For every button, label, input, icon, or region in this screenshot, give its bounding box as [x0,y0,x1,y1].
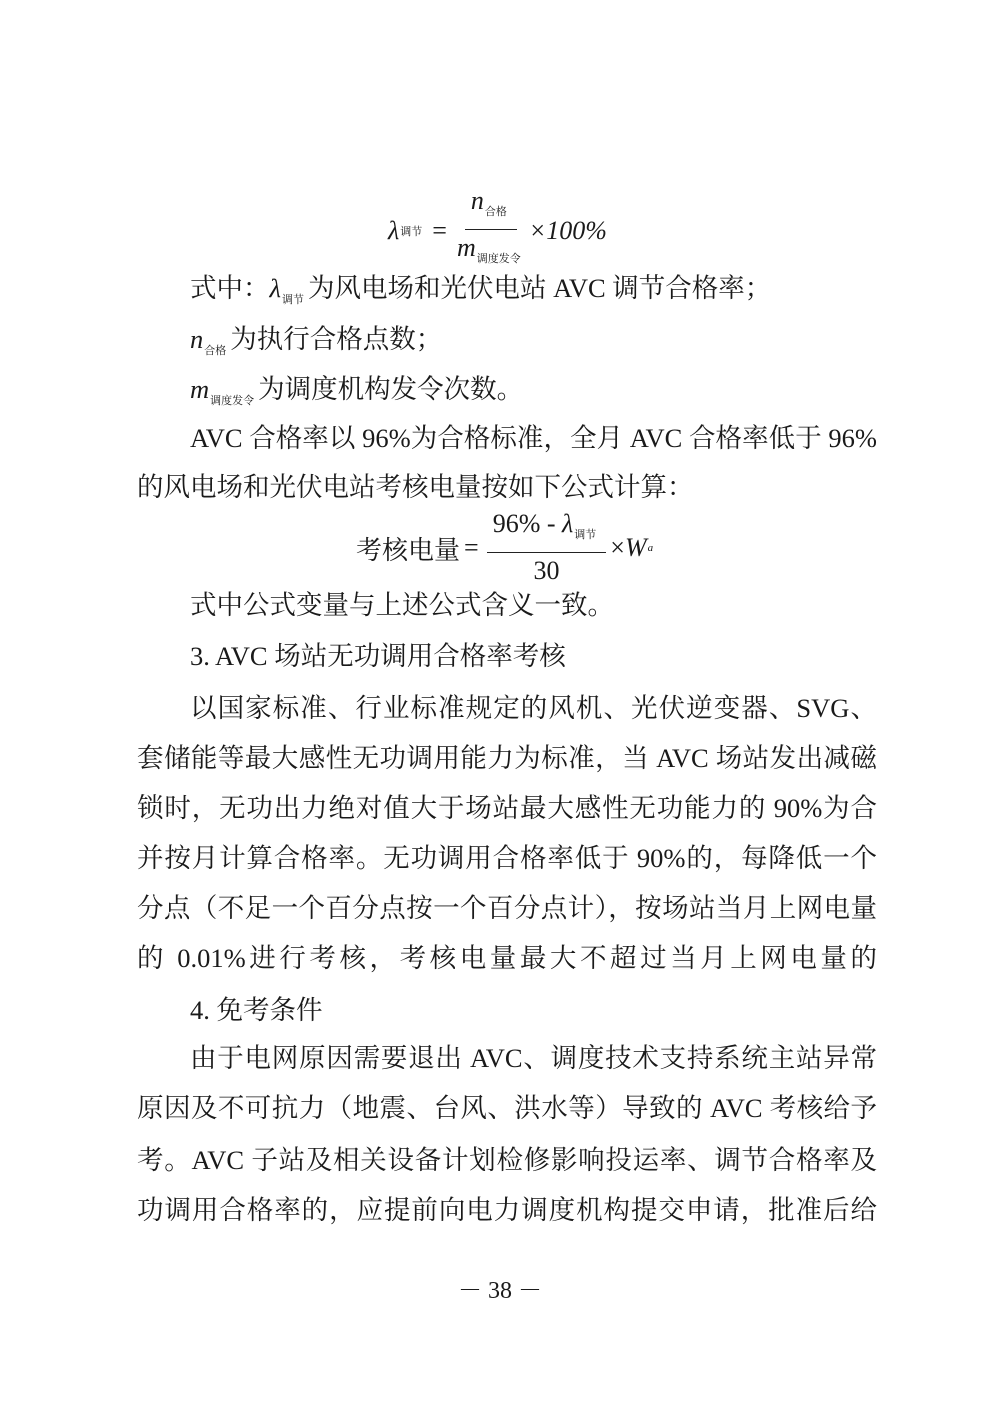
definition-n: $n_{合格}$ 为执行合格点数； [190,324,443,357]
definition-m: $m_{调度发令}$ 为调度机构发令次数。 [190,374,524,407]
paragraph-line: 考。AVC 子站及相关设备计划检修影响投运率、调节合格率及 [137,1145,877,1175]
page-number: － 38 － [458,1278,542,1304]
paragraph-line: 原因及不可抗力（地震、台风、洪水等）导致的 AVC 考核给予 [137,1093,877,1123]
formula-adjustment-rate: λ 调节 = $\frac{n_{合格}}{m_{调度发令}}$ ×100% [388,186,607,275]
definition-lambda: 式中：$\lambda_{调节}$ 为风电场和光伏电站 AVC 调节合格率； [190,273,772,306]
formula-assessment-energy: 考核电量 = $\frac{96\% - \lambda_{调节}}{30}$ × W a [356,509,654,585]
lambda-symbol: λ [388,215,400,245]
paragraph-line: 分点（不足一个百分点按一个百分点计），按场站当月上网电量 [137,893,877,923]
fraction: $\frac{96\% - \lambda_{调节}}{30}$ [487,509,607,587]
paragraph-line: 功调用合格率的，应提前向电力调度机构提交申请，批准后给 [137,1195,877,1225]
fraction: $\frac{n_{合格}}{m_{调度发令}}$ [456,186,521,265]
paragraph-line: 的风电场和光伏电站考核电量按如下公式计算： [137,472,694,502]
paragraph-line: AVC 合格率以 96%为合格标准，全月 AVC 合格率低于 96% [190,423,877,453]
paragraph-line: 并按月计算合格率。无功调用合格率低于 90%的，每降低一个 [137,843,877,873]
paragraph-line: 的 0.01%进行考核，考核电量最大不超过当月上网电量的 [137,943,877,973]
section-heading: 4. 免考条件 [190,995,323,1025]
paragraph-line: 以国家标准、行业标准规定的风机、光伏逆变器、SVG、 [190,693,877,723]
paragraph-line: 锁时，无功出力绝对值大于场站最大感性无功能力的 90%为合 [137,793,877,823]
paragraph-line: 由于电网原因需要退出 AVC、调度技术支持系统主站异常 [190,1043,877,1073]
paragraph-line: 套储能等最大感性无功调用能力为标准，当 AVC 场站发出减磁 [137,743,877,773]
section-heading: 3. AVC 场站无功调用合格率考核 [190,641,566,671]
paragraph-line: 式中公式变量与上述公式含义一致。 [190,590,614,620]
